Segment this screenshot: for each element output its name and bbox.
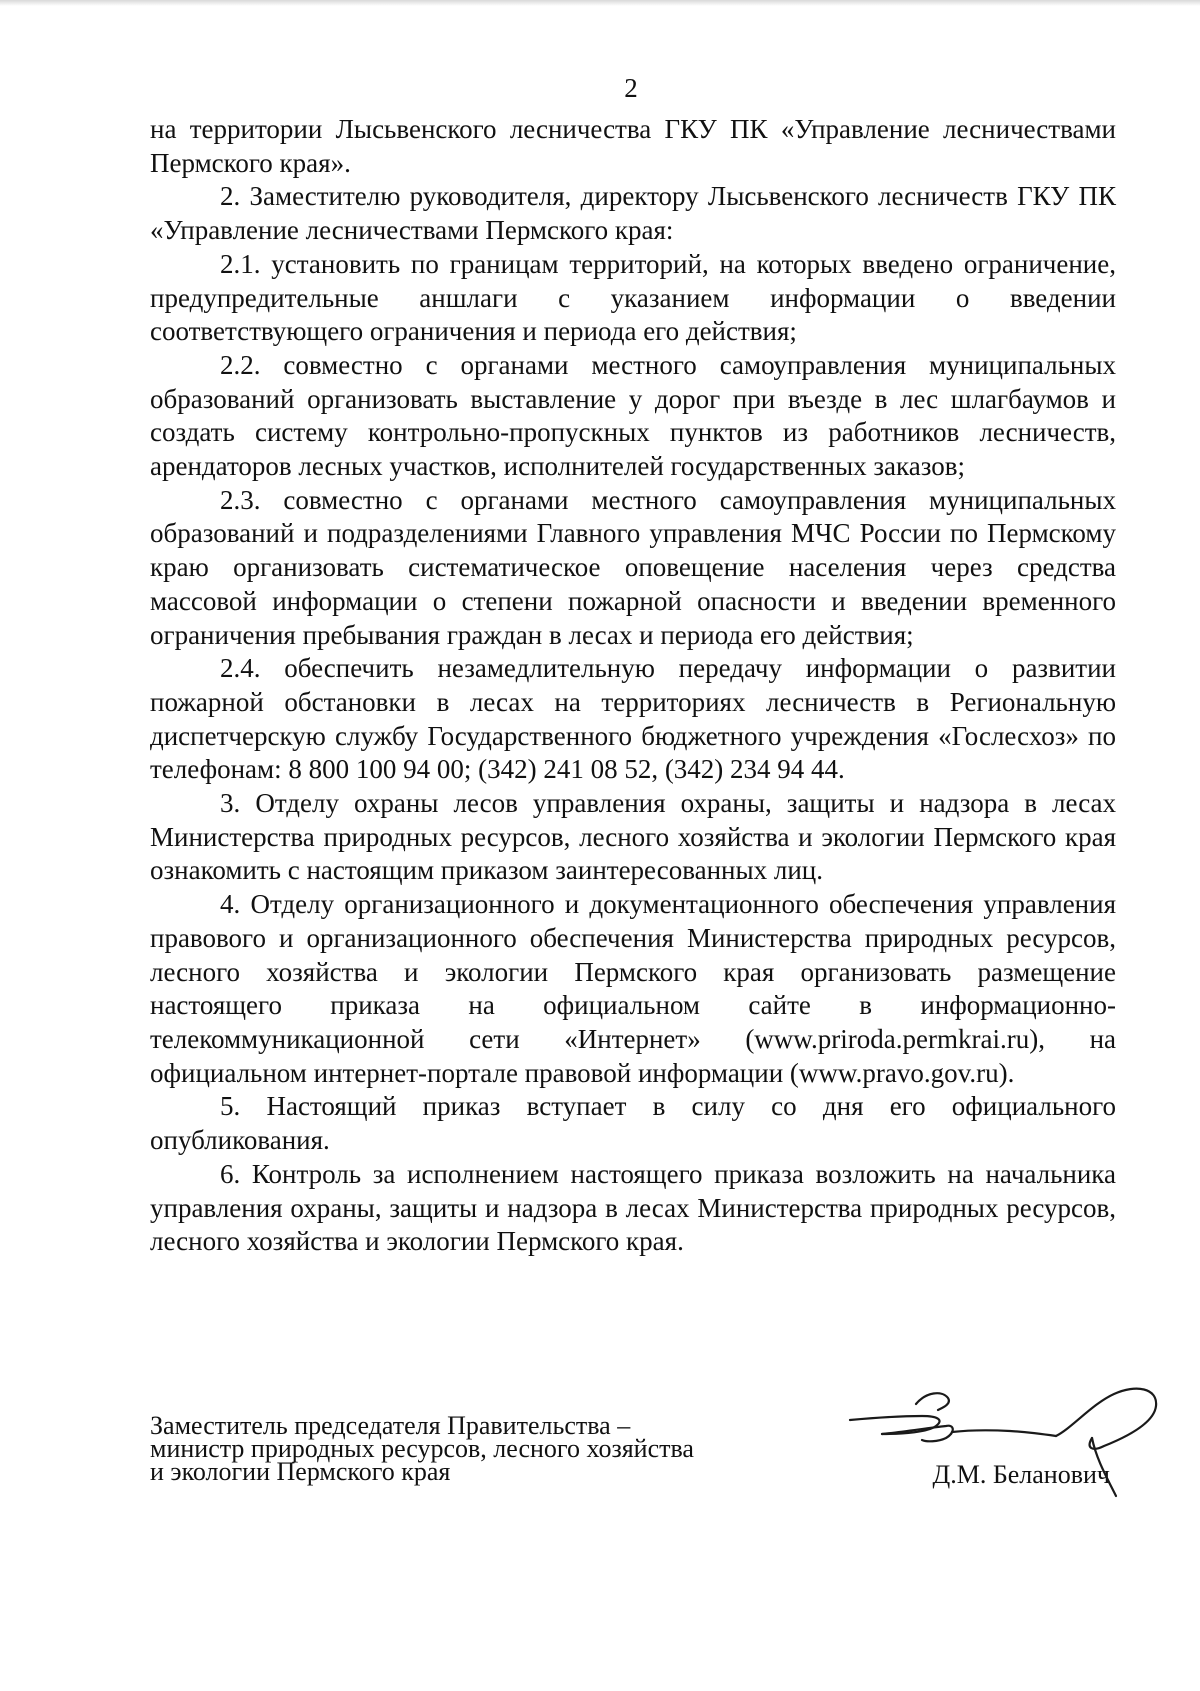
signatory-title-line: Заместитель председателя Правительства – — [150, 1411, 631, 1440]
paragraph-item-2-2: 2.2. совместно с органами местного самоуправления муниципальных образований организовать выставление у дорог при въезде в лес шлагбаумов и создать систему контрольно-пропускных пунктов из работников лесничеств, арендаторов лесных участков, исполнителей государственных заказов; — [150, 349, 1116, 482]
handwritten-signature — [842, 1376, 1178, 1510]
page-number: 2 — [624, 73, 638, 103]
paragraph-item-2-4: 2.4. обеспечить незамедлительную передачу информации о развитии пожарной обстановки в лесах на территориях лесничеств в Региональную диспетчерскую службу Государственного бюджетного учреждения «Гослесхоз» по телефонам: 8 800 100 94 00; (342) 241 08 52, (342) 234 94 44. — [150, 653, 1116, 785]
document-body — [150, 113, 1116, 1259]
signatory-title-line: и экологии Пермского края — [150, 1457, 451, 1486]
paragraph-item-2-3: 2.3. совместно с органами местного самоуправления муниципальных образований и подразделениями Главного управления МЧС России по Пермскому краю организовать систематическое оповещение населения через средства массовой информации о степени пожарной опасности и введении временного ограничения пребывания граждан в лесах и периода его действия; — [150, 484, 1116, 650]
paragraph-item-3: 3. Отделу охраны лесов управления охраны, защиты и надзора в лесах Министерства природных ресурсов, лесного хозяйства и экологии Пермского края ознакомить с настоящим приказом заинтересованных лиц. — [150, 788, 1116, 886]
signatory-title-line: министр природных ресурсов, лесного хозяйства — [150, 1434, 694, 1463]
paragraph-item-5: 5. Настоящий приказ вступает в силу со дня его официального опубликования. — [150, 1091, 1116, 1156]
signatory-title — [150, 1411, 694, 1486]
paragraph-item-4: 4. Отделу организационного и документационного обеспечения управления правового и организационного обеспечения Министерства природных ресурсов, лесного хозяйства и экологии Пермского края организовать размещение настоящего приказа на официальном сайте в информационно-телекоммуникационной сети «Интернет» (www.priroda.permkrai.ru), на официальном интернет-портале правовой информации (www.pravo.gov.ru). — [150, 889, 1116, 1088]
scan-edge — [0, 0, 1200, 6]
paragraph-item-6: 6. Контроль за исполнением настоящего приказа возложить на начальника управления охраны, защиты и надзора в лесах Министерства природных ресурсов, лесного хозяйства и экологии Пермского края. — [150, 1158, 1116, 1257]
paragraph-item-2-1: 2.1. установить по границам территорий, на которых введено ограничение, предупредительные аншлаги с указанием информации о введении соответствующего ограничения и периода его действия; — [150, 248, 1116, 347]
paragraph-item-2: 2. Заместителю руководителя, директору Лысьвенского лесничеств ГКУ ПК «Управление лесничествами Пермского края: — [150, 181, 1116, 246]
signatory-name: Д.М. Беланович — [932, 1460, 1110, 1489]
paragraph-continuation: на территории Лысьвенского лесничества ГКУ ПК «Управление лесничествами Пермского края». — [150, 114, 1116, 178]
